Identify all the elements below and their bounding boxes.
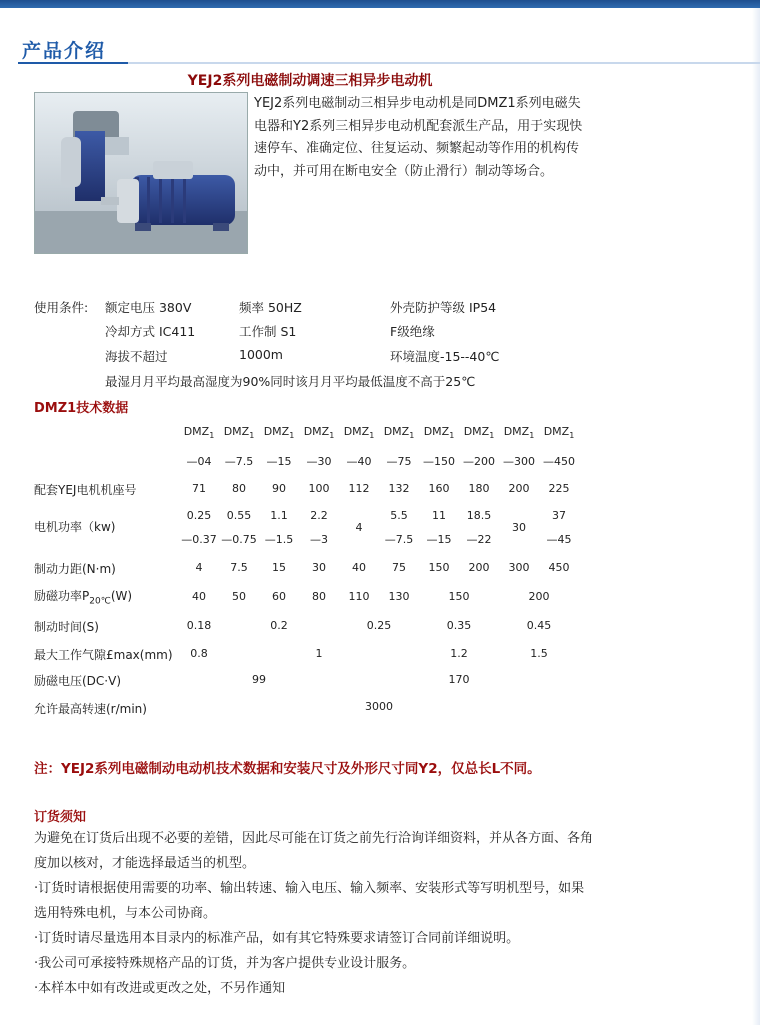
power-value-top: 0.25	[186, 509, 212, 522]
brake-time-value: 0.2	[270, 619, 288, 632]
model-suffix: —40	[346, 455, 372, 468]
power-value-top: 11	[432, 509, 446, 522]
row-label-frame: 配套YEJ电机机座号	[34, 483, 137, 497]
row-label-excite-power: 励磁功率$P_{20℃}(W)$	[34, 589, 133, 607]
model-name: $DMZ_1$	[223, 425, 255, 441]
model-suffix: —200	[463, 455, 495, 468]
model-suffix: —75	[386, 455, 412, 468]
row-label-power: 电机功率（kw)	[34, 520, 116, 534]
power-value-top: 5.5	[390, 509, 408, 522]
tech-data-title: DMZ1技术数据	[34, 401, 129, 416]
excite-power-value: 60	[272, 590, 286, 603]
torque-value: 40	[352, 561, 366, 574]
power-value-merged: 30	[512, 521, 526, 534]
model-suffix: —30	[306, 455, 332, 468]
conditions-label: 使用条件:	[34, 300, 89, 315]
product-description: YEJ2系列电磁制动三相异步电动机是同DMZ1系列电磁失电器和Y2系列三相异步电动机配套派生产品，用于实现快速停车、准确定位、往复运动、频繁起动等作用的机构传动中，并可用在断电安全（防止滑行）制动等场合。	[254, 96, 583, 179]
condition-protection: 外壳防护等级 IP54	[390, 300, 497, 315]
row-label-speed: 允许最高转速(r/min)	[34, 702, 147, 716]
excite-power-value: 130	[388, 590, 410, 603]
power-value-top: 0.55	[226, 509, 252, 522]
frame-value: 90	[272, 482, 286, 495]
model-suffix: —450	[543, 455, 575, 468]
right-edge-shadow	[752, 8, 760, 1025]
brake-time-value: 0.25	[366, 619, 392, 632]
frame-value: 225	[548, 482, 570, 495]
torque-value: 7.5	[230, 561, 248, 574]
gap-value: 1	[315, 647, 323, 660]
condition-temperature: 环境温度-15--40℃	[390, 349, 500, 364]
row-label-voltage: 励磁电压(DC·V)	[34, 674, 122, 688]
header-divider	[18, 62, 760, 64]
speed-value: 3000	[365, 700, 393, 713]
power-value-bottom: —45	[546, 533, 572, 546]
excite-power-value: 110	[348, 590, 370, 603]
excite-power-value: 40	[192, 590, 206, 603]
torque-value: 450	[548, 561, 570, 574]
motor-photo	[34, 92, 248, 254]
torque-value: 30	[312, 561, 326, 574]
voltage-value: 99	[252, 673, 266, 686]
condition-insulation: F级绝缘	[390, 324, 435, 339]
power-value-bottom: —0.75	[221, 533, 257, 546]
power-value-top: 37	[552, 509, 566, 522]
torque-value: 150	[428, 561, 450, 574]
section-header-title: 产品介绍	[22, 40, 107, 62]
model-name: $DMZ_1$	[383, 425, 415, 441]
brake-time-value: 0.18	[186, 619, 212, 632]
excite-power-value: 50	[232, 590, 246, 603]
top-bar	[0, 0, 760, 8]
order-paragraph-1: 为避免在订货后出现不必要的差错，因此尽可能在订货之前先行洽询详细资料，并从各方面、各角度加以核对，才能选择最适当的机型。	[34, 831, 594, 871]
model-name: $DMZ_1$	[303, 425, 335, 441]
power-value-top: 1.1	[270, 509, 288, 522]
power-value-bottom: —0.37	[181, 533, 217, 546]
row-label-brake-time: 制动时间(S)	[34, 620, 99, 634]
model-name: $DMZ_1$	[463, 425, 495, 441]
frame-value: 160	[428, 482, 450, 495]
frame-value: 71	[192, 482, 206, 495]
model-name: $DMZ_1$	[343, 425, 375, 441]
power-value-bottom: —7.5	[384, 533, 414, 546]
order-bullet-1: ·订货时请根据使用需要的功率、输出转速、输入电压、输入频率、安装形式等写明机型号，如果选用特殊电机，与本公司协商。	[34, 881, 585, 921]
model-suffix: —7.5	[224, 455, 254, 468]
excite-power-value: 200	[528, 590, 550, 603]
excite-power-value: 80	[312, 590, 326, 603]
model-name: $DMZ_1$	[503, 425, 535, 441]
power-value-bottom: —15	[426, 533, 452, 546]
torque-value: 300	[508, 561, 530, 574]
order-bullet-2: ·订货时请尽量选用本目录内的标准产品，如有其它特殊要求请签订合同前详细说明。	[34, 931, 520, 946]
condition-voltage: 额定电压 380V	[105, 300, 192, 315]
power-value-bottom: —3	[310, 533, 328, 546]
brake-motor-illustration	[35, 93, 247, 253]
condition-frequency: 频率 50HZ	[239, 300, 302, 315]
condition-duty: 工作制 S1	[239, 324, 297, 339]
power-value-top: 2.2	[310, 509, 328, 522]
model-name: $DMZ_1$	[263, 425, 295, 441]
torque-value: 75	[392, 561, 406, 574]
model-suffix: —04	[186, 455, 212, 468]
frame-value: 80	[232, 482, 246, 495]
power-value-bottom: —22	[466, 533, 492, 546]
voltage-value: 170	[448, 673, 470, 686]
condition-humidity: 最湿月月平均最高湿度为90%同时该月月平均最低温度不高于25℃	[105, 374, 476, 389]
gap-value: 1.5	[530, 647, 548, 660]
frame-value: 100	[308, 482, 330, 495]
model-suffix: —150	[423, 455, 455, 468]
row-label-gap: 最大工作气隙£max(mm)	[34, 648, 173, 662]
torque-value: 15	[272, 561, 286, 574]
order-bullet-3: ·我公司可承接特殊规格产品的订货，并为客户提供专业设计服务。	[34, 956, 416, 971]
frame-value: 132	[388, 482, 410, 495]
power-value-bottom: —1.5	[264, 533, 294, 546]
condition-altitude-label: 海拔不超过	[105, 349, 168, 364]
product-title: YEJ2系列电磁制动调速三相异步电动机	[187, 73, 433, 89]
frame-value: 200	[508, 482, 530, 495]
order-title: 订货须知	[34, 810, 87, 825]
order-bullet-4: ·本样本中如有改进或更改之处，不另作通知	[34, 981, 286, 996]
gap-value: 0.8	[190, 647, 208, 660]
torque-value: 4	[195, 561, 203, 574]
excite-power-value: 150	[448, 590, 470, 603]
frame-value: 180	[468, 482, 490, 495]
row-label-torque: 制动力距(N·m)	[34, 562, 116, 576]
torque-value: 200	[468, 561, 490, 574]
note-text: 注：YEJ2系列电磁制动电动机技术数据和安装尺寸及外形尺寸同Y2，仅总长L不同。	[34, 761, 541, 777]
brake-time-value: 0.45	[526, 619, 552, 632]
condition-cooling: 冷却方式 IC411	[105, 324, 196, 339]
model-suffix: —300	[503, 455, 535, 468]
power-value-merged: 4	[355, 521, 363, 534]
model-name: $DMZ_1$	[543, 425, 575, 441]
gap-value: 1.2	[450, 647, 468, 660]
condition-altitude-value: 1000m	[239, 347, 283, 362]
power-value-top: 18.5	[466, 509, 492, 522]
model-name: $DMZ_1$	[423, 425, 455, 441]
brake-time-value: 0.35	[446, 619, 472, 632]
model-suffix: —15	[266, 455, 292, 468]
model-name: $DMZ_1$	[183, 425, 215, 441]
frame-value: 112	[348, 482, 370, 495]
